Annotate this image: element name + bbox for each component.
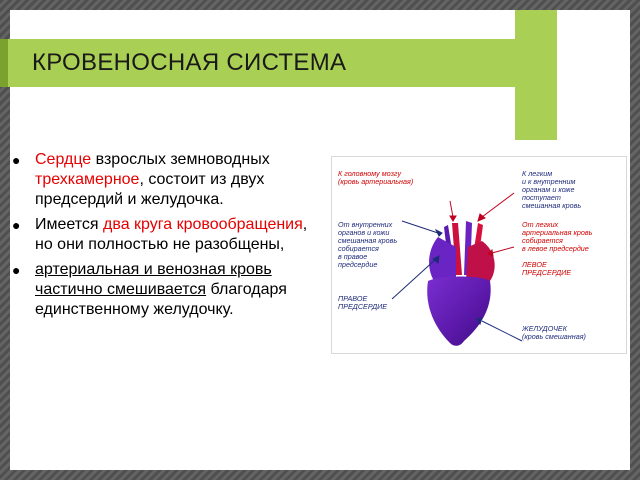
bullet-text: Имеется: [35, 216, 104, 233]
slide-title: КРОВЕНОСНАЯ СИСТЕМА: [32, 49, 347, 76]
bullet-circulation: [8, 215, 326, 255]
heart-diagram: [331, 156, 627, 354]
label-left-atrium: ЛЕВОЕ ПРЕДСЕРДИЕ: [522, 260, 572, 277]
label-to-lungs: К легким и к внутренним органам и коже поступает смешанная кровь: [522, 169, 582, 210]
bullet-icon: ●: [12, 152, 21, 168]
bullet-text: артериальная и венозная кровь частично смешивается: [35, 261, 272, 298]
bullet-list: [8, 150, 326, 325]
title-bar-accent: [0, 39, 8, 87]
label-right-atrium: ПРАВОЕ ПРЕДСЕРДИЕ: [338, 294, 388, 311]
bullet-icon: ●: [12, 262, 21, 278]
heart-icon: [427, 221, 494, 346]
bullet-text: благодаря единственному желудочку.: [35, 281, 287, 318]
bullet-text: два круга кровообращения: [103, 216, 303, 233]
bullet-icon: ●: [12, 217, 21, 233]
bullet-text: , состоит из двух предсердий и желудочка.: [35, 171, 265, 208]
label-ventricle: ЖЕЛУДОЧЕК (кровь смешанная): [522, 324, 586, 341]
bullet-text: взрослых земноводных: [91, 151, 270, 168]
bullet-heart: [8, 150, 326, 210]
bullet-text: , но они полностью не разобщены,: [35, 216, 308, 253]
label-to-brain: К головному мозгу (кровь артериальная): [338, 169, 414, 186]
bullet-mixing: [8, 260, 326, 320]
label-from-lungs: От легких артериальная кровь собирается в левое предсердие: [522, 220, 593, 253]
bullet-text: трехкамерное: [35, 171, 140, 188]
label-from-organs: От внутренних органов и кожи смешанная кровь собирается в правое предсердие: [338, 220, 398, 269]
bullet-text: Сердце: [35, 151, 92, 168]
